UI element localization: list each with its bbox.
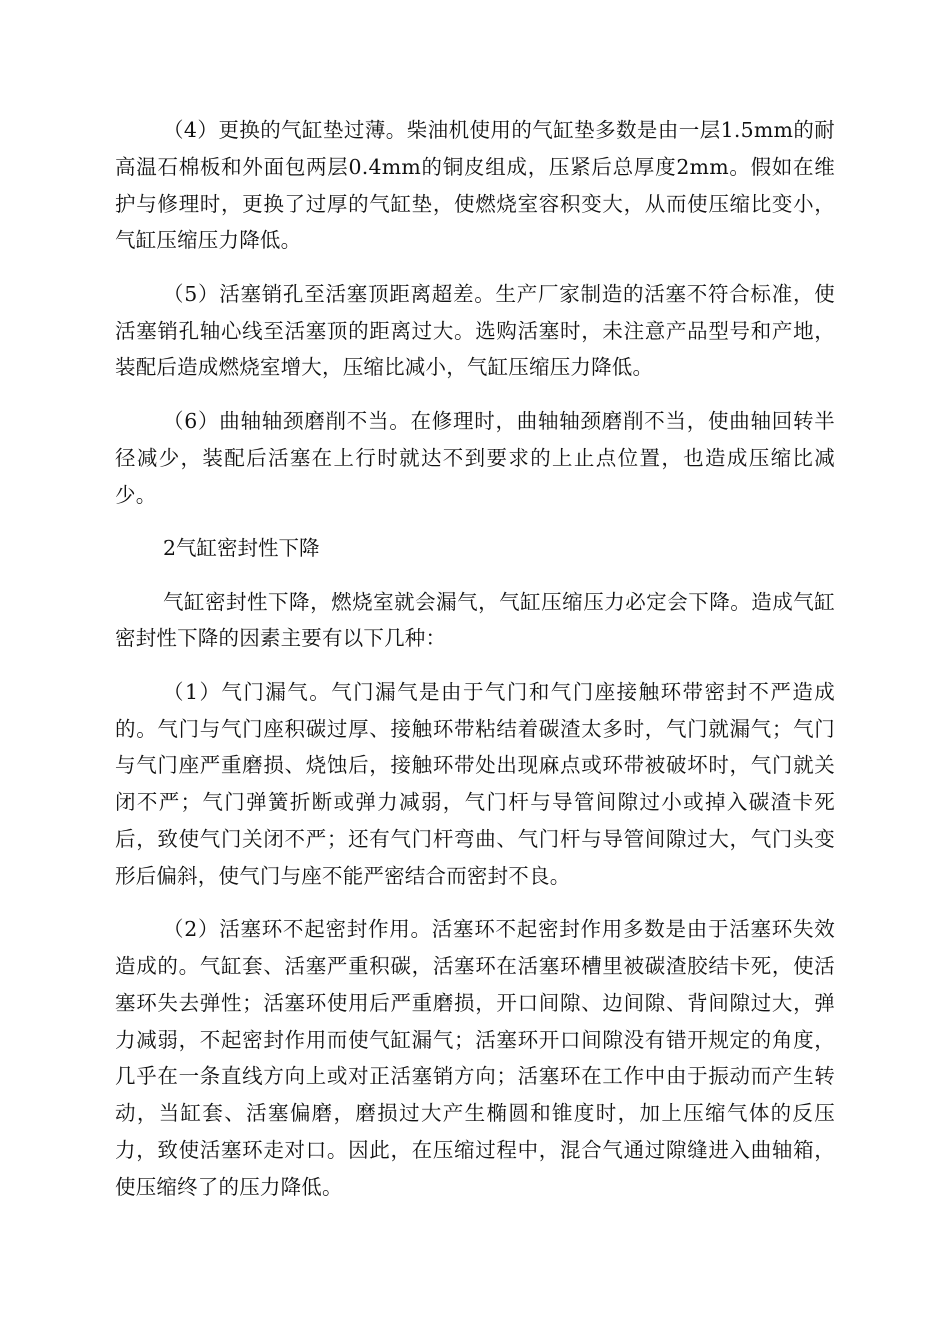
paragraph-crankshaft-grinding: （6）曲轴轴颈磨削不当。在修理时，曲轴轴颈磨削不当，使曲轴回转半径减少，装配后活塞在上行时就达不到要求的上止点位置，也造成压缩比减少。 <box>115 408 835 507</box>
document-body <box>115 112 835 1222</box>
paragraph-piston-pin-distance: （5）活塞销孔至活塞顶距离超差。生产厂家制造的活塞不符合标准，使活塞销孔轴心线至活塞顶的距离过大。选购活塞时，未注意产品型号和产地，装配后造成燃烧室增大，压缩比减小，气缸压缩压力降低。 <box>115 281 835 380</box>
paragraph-gasket-too-thin: （4）更换的气缸垫过薄。柴油机使用的气缸垫多数是由一层1.5mm的耐高温石棉板和外面包两层0.4mm的铜皮组成，压紧后总厚度2mm。假如在维护与修理时，更换了过厚的气缸垫，使燃烧室容积变大，从而使压缩比变小，气缸压缩压力降低。 <box>115 118 835 253</box>
paragraph-sealing-intro: 气缸密封性下降，燃烧室就会漏气，气缸压缩压力必定会下降。造成气缸密封性下降的因素主要有以下几种： <box>115 589 835 651</box>
section-heading-cylinder-sealing: 2气缸密封性下降 <box>163 536 320 561</box>
paragraph-piston-ring-failure: （2）活塞环不起密封作用。活塞环不起密封作用多数是由于活塞环失效造成的。气缸套、活塞严重积碳，活塞环在活塞环槽里被碳渣胶结卡死，使活塞环失去弹性；活塞环使用后严重磨损，开口间隙、边间隙、背间隙过大，弹力减弱，不起密封作用而使气缸漏气；活塞环开口间隙没有错开规定的角度，几乎在一条直线方向上或对正活塞销方向；活塞环在工作中由于振动而产生转动，当缸套、活塞偏磨，磨损过大产生椭圆和锥度时，加上压缩气体的反压力，致使活塞环走对口。因此，在压缩过程中，混合气通过隙缝进入曲轴箱，使压缩终了的压力降低。 <box>115 917 835 1199</box>
paragraph-valve-leak: （1）气门漏气。气门漏气是由于气门和气门座接触环带密封不严造成的。气门与气门座积碳过厚、接触环带粘结着碳渣太多时，气门就漏气；气门与气门座严重磨损、烧蚀后，接触环带处出现麻点或环带被破坏时，气门就关闭不严；气门弹簧折断或弹力减弱，气门杆与导管间隙过小或掉入碳渣卡死后，致使气门关闭不严；还有气门杆弯曲、气门杆与导管间隙过大，气门头变形后偏斜，使气门与座不能严密结合而密封不良。 <box>115 679 835 888</box>
